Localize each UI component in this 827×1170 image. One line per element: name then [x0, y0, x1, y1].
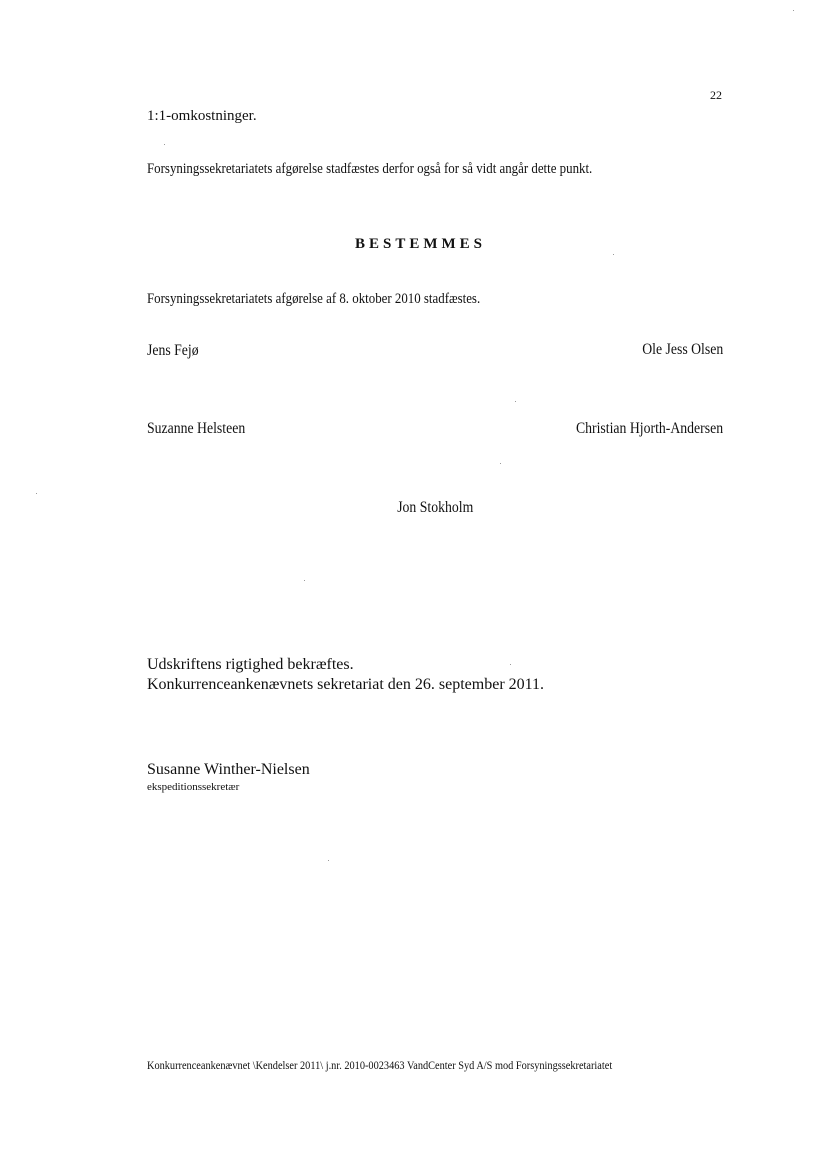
signature-jens-fejo — [147, 342, 207, 360]
signature-ole-jess-olsen — [629, 341, 723, 359]
decision-text — [147, 290, 534, 308]
scan-speck — [304, 580, 305, 581]
paragraph-omkostninger: 1:1-omkostninger. — [147, 108, 257, 124]
scan-speck — [515, 401, 516, 402]
scan-speck — [164, 144, 165, 145]
signature-christian-hjorth-andersen — [552, 420, 723, 438]
scan-speck — [500, 463, 501, 464]
scan-speck — [328, 860, 329, 861]
page-number: 22 — [710, 88, 722, 102]
signature-christian-hjorth-andersen-text: Christian Hjorth-Andersen — [575, 420, 723, 437]
secretary-title: ekspeditionssekretær — [147, 781, 240, 793]
certification-line-2: Konkurrenceankenævnets sekretariat den 26. september 2011. — [147, 676, 545, 693]
scan-speck — [510, 664, 511, 665]
certification-line-1: Udskriftens rigtighed bekræftes. — [147, 656, 354, 673]
signature-suzanne-helsteen-text: Suzanne Helsteen — [147, 420, 246, 437]
signature-jon-stokholm — [335, 499, 535, 517]
scan-speck — [613, 254, 614, 255]
signature-ole-jess-olsen-text: Ole Jess Olsen — [641, 341, 723, 358]
paragraph-stadfaestes-text: Forsyningssekretariatets afgørelse stadfæstes derfor også for så vidt angår dette punkt. — [147, 161, 593, 177]
paragraph-stadfaestes — [147, 160, 665, 178]
secretary-name: Susanne Winther-Nielsen — [147, 761, 310, 778]
footer-reference — [147, 1058, 688, 1072]
signature-jens-fejo-text: Jens Fejø — [147, 342, 199, 359]
heading-bestemmes: BESTEMMES — [354, 236, 487, 252]
decision-text-content: Forsyningssekretariatets afgørelse af 8. oktober 2010 stadfæstes. — [147, 291, 481, 307]
signature-suzanne-helsteen — [147, 420, 261, 438]
footer-reference-text: Konkurrenceankenævnet \Kendelser 2011\ j.nr. 2010-0023463 VandCenter Syd A/S mod Forsyningssekretariatet — [147, 1058, 613, 1072]
signature-jon-stokholm-text: Jon Stokholm — [396, 499, 474, 516]
scan-speck — [793, 10, 794, 11]
scan-speck — [36, 493, 37, 494]
